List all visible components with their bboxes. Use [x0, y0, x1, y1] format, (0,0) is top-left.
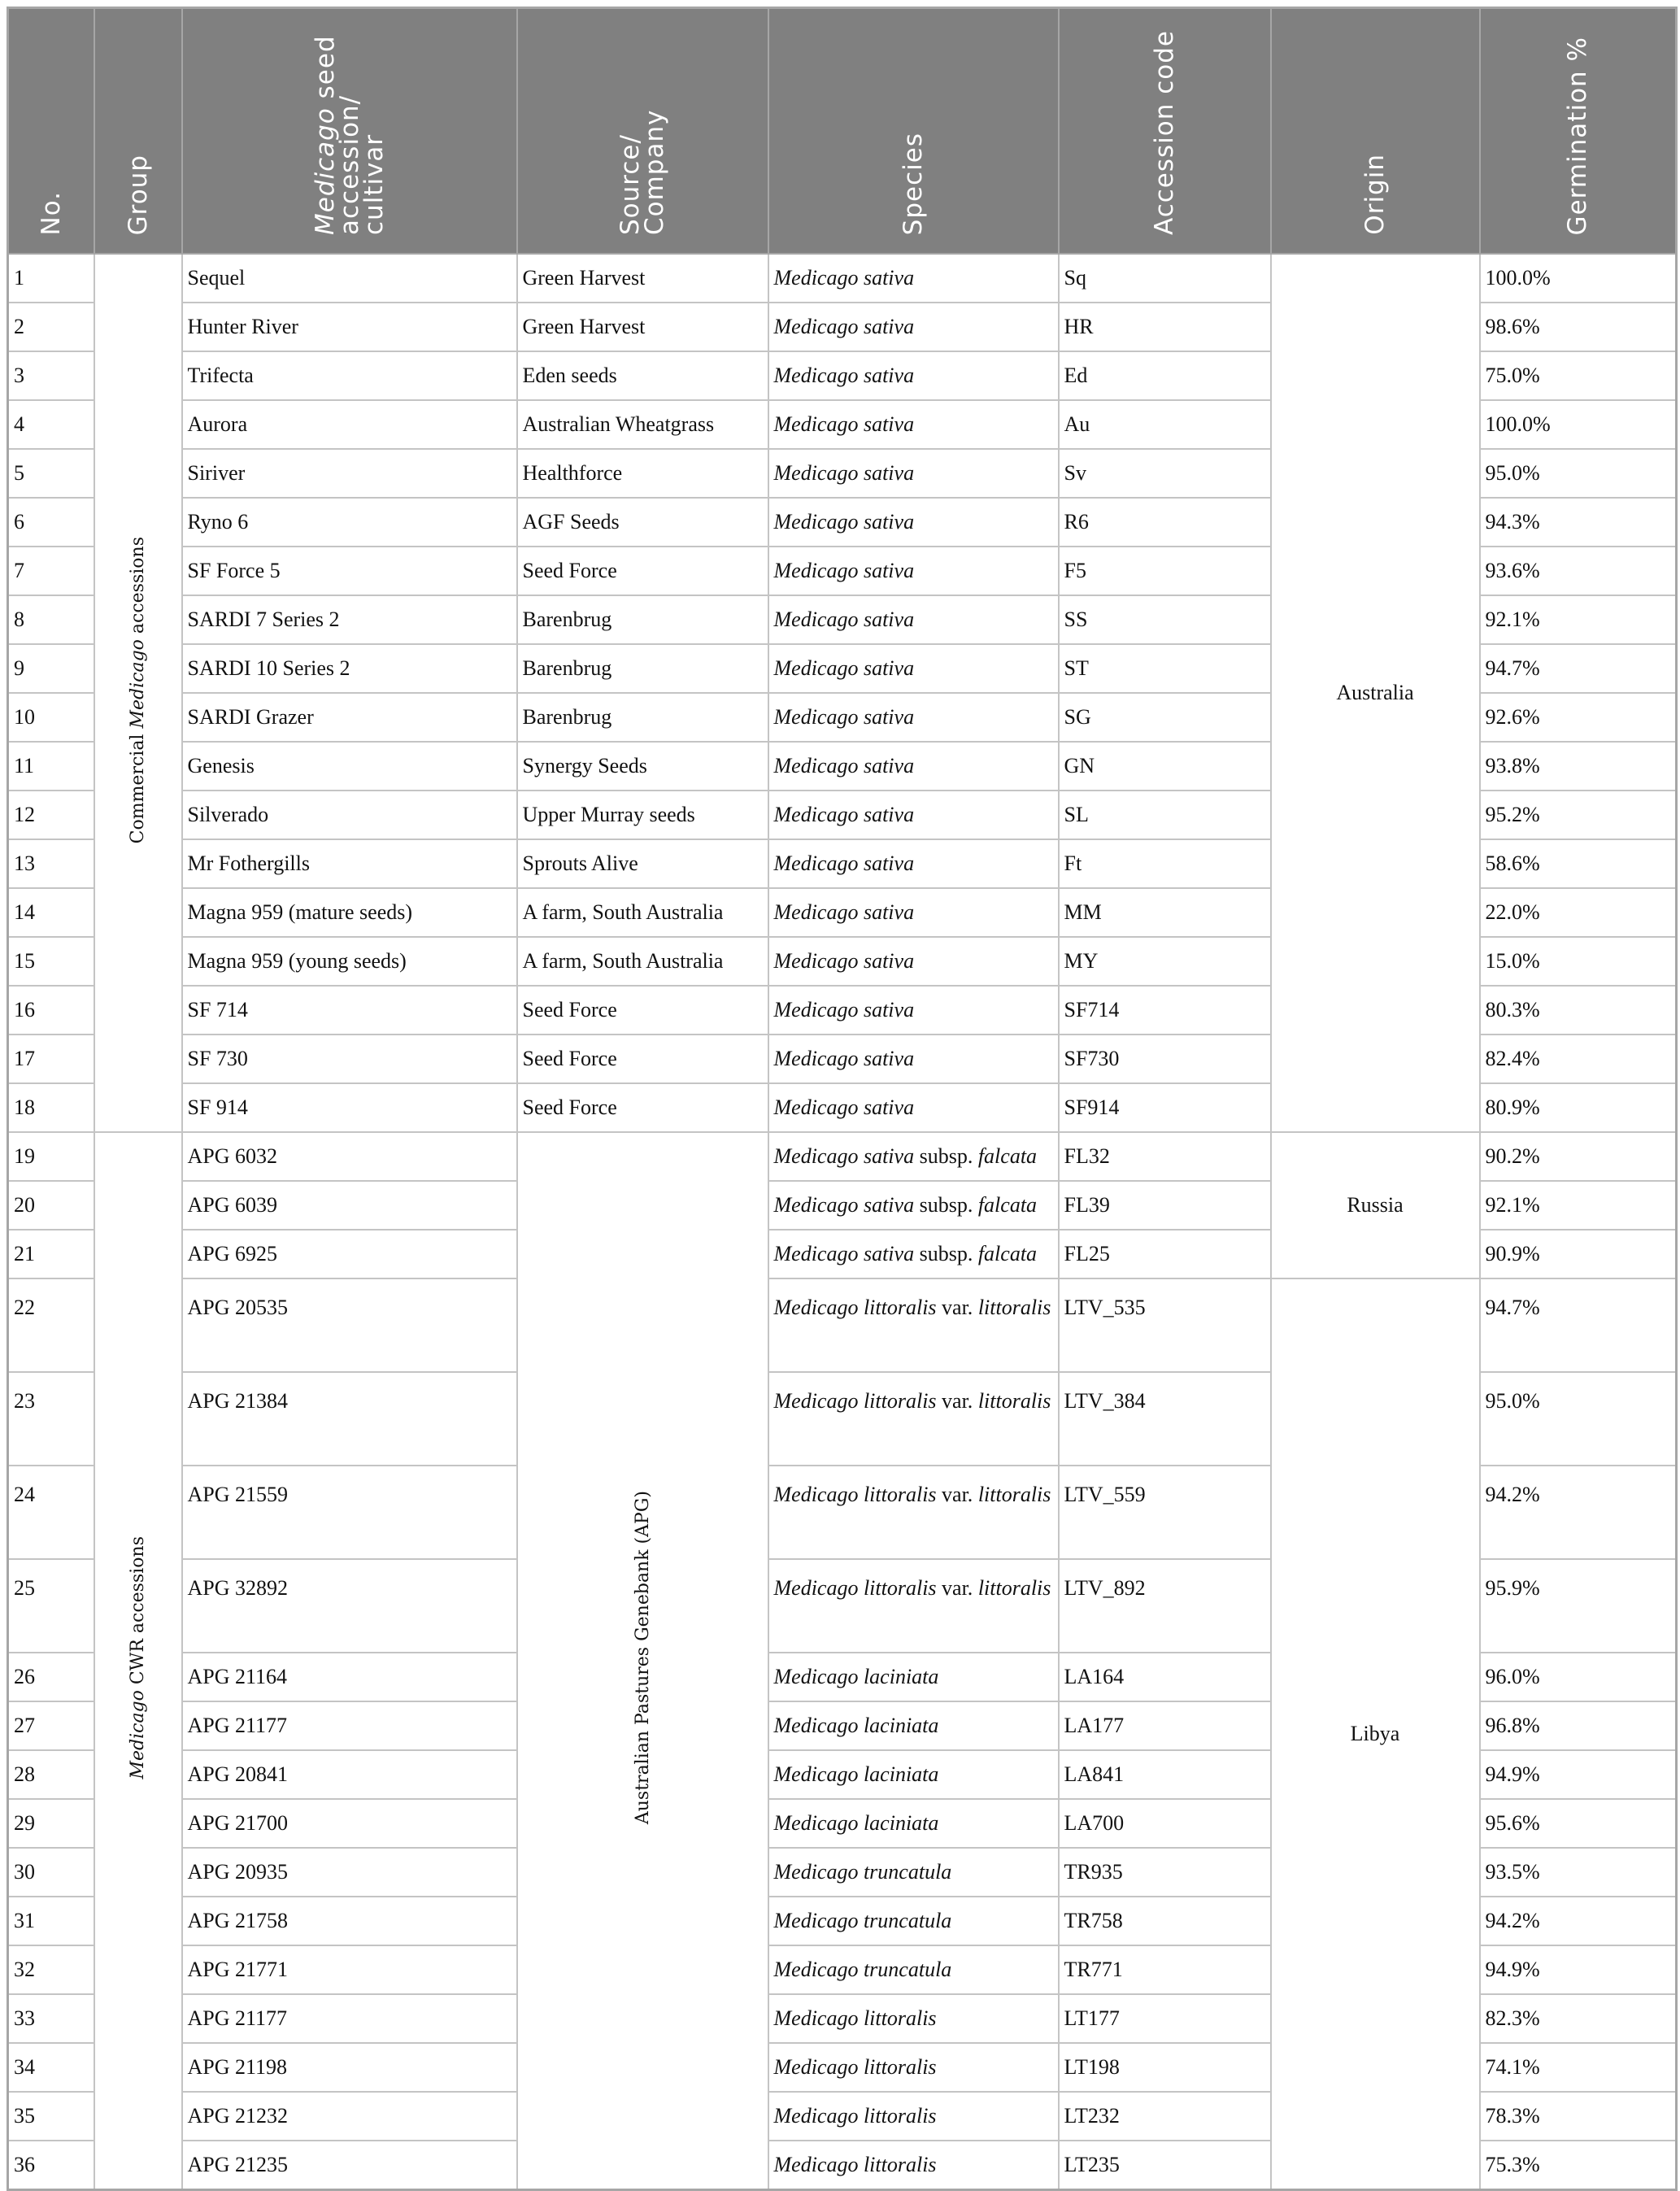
accession-name: APG 21771	[182, 1945, 517, 1994]
accession-code: R6	[1059, 498, 1271, 547]
header-row	[8, 8, 1677, 255]
germination-percent: 92.1%	[1480, 1181, 1677, 1230]
accession-code: LA700	[1059, 1799, 1271, 1848]
accession-code: SF914	[1059, 1083, 1271, 1132]
germination-percent: 94.7%	[1480, 644, 1677, 693]
accession-code: FL25	[1059, 1230, 1271, 1278]
row-number: 12	[8, 791, 94, 839]
header-label	[1360, 154, 1390, 235]
germination-percent: 92.6%	[1480, 693, 1677, 742]
source: Barenbrug	[517, 693, 768, 742]
text-segment: Medicago sativa	[773, 949, 915, 973]
germination-percent: 93.6%	[1480, 547, 1677, 595]
text-segment: Accession code	[1150, 30, 1179, 235]
source: Barenbrug	[517, 595, 768, 644]
accession-name: Siriver	[182, 449, 517, 498]
text-segment: subsp.	[914, 1193, 978, 1217]
germination-percent: 58.6%	[1480, 839, 1677, 888]
text-segment: Medicago sativa	[773, 559, 915, 582]
row-number: 34	[8, 2043, 94, 2092]
species	[768, 1132, 1059, 1181]
accession-code: TR935	[1059, 1848, 1271, 1897]
species	[768, 1750, 1059, 1799]
row-number: 9	[8, 644, 94, 693]
header-label	[36, 190, 66, 235]
accession-name: SARDI 7 Series 2	[182, 595, 517, 644]
accession-name: SF 914	[182, 1083, 517, 1132]
species	[768, 937, 1059, 986]
accession-name: SARDI Grazer	[182, 693, 517, 742]
row-number: 27	[8, 1701, 94, 1750]
text-segment: falcata	[977, 1242, 1038, 1265]
source: Australian Wheatgrass	[517, 400, 768, 449]
germination-percent: 80.3%	[1480, 986, 1677, 1035]
accession-name: APG 21758	[182, 1897, 517, 1945]
accession-code: Ed	[1059, 351, 1271, 400]
species	[768, 1701, 1059, 1750]
source: Green Harvest	[517, 303, 768, 351]
row-number: 30	[8, 1848, 94, 1897]
text-segment: Species	[899, 132, 928, 235]
text-segment: Medicago littoralis	[773, 2006, 937, 2030]
accession-name: APG 21235	[182, 2141, 517, 2190]
accession-name: SF Force 5	[182, 547, 517, 595]
text-segment: CWR accessions	[128, 1536, 148, 1691]
text-segment: Medicago sativa	[773, 754, 915, 778]
species	[768, 498, 1059, 547]
row-number: 14	[8, 888, 94, 937]
text-segment: subsp.	[914, 1144, 978, 1168]
germination-percent: 15.0%	[1480, 937, 1677, 986]
germination-percent: 75.3%	[1480, 2141, 1677, 2190]
accession-code: SS	[1059, 595, 1271, 644]
text-segment: Medicago sativa	[773, 510, 915, 534]
table-row	[8, 1132, 1677, 1181]
group-cwr-label	[128, 1536, 148, 1779]
text-segment: Origin	[1360, 154, 1390, 235]
text-segment: Medicago laciniata	[773, 1762, 939, 1786]
text-segment: Medicago sativa	[773, 1193, 915, 1217]
source: A farm, South Australia	[517, 888, 768, 937]
accession-code: GN	[1059, 742, 1271, 791]
species	[768, 595, 1059, 644]
row-number: 33	[8, 1994, 94, 2043]
text-segment: var.	[936, 1576, 978, 1600]
species	[768, 351, 1059, 400]
germination-table	[7, 7, 1678, 2191]
header-label	[123, 154, 153, 235]
text-segment: var.	[936, 1483, 978, 1506]
text-segment: Medicago truncatula	[773, 1860, 952, 1884]
germination-percent: 92.1%	[1480, 595, 1677, 644]
text-segment: Source/ Company	[616, 109, 669, 235]
accession-name: APG 21232	[182, 2092, 517, 2141]
text-segment: Group	[123, 154, 153, 235]
accession-code: TR758	[1059, 1897, 1271, 1945]
text-segment: Medicago littoralis	[773, 1296, 937, 1319]
text-segment: littoralis	[977, 1296, 1051, 1319]
accession-code: MM	[1059, 888, 1271, 937]
row-number: 6	[8, 498, 94, 547]
text-segment: Medicago sativa	[773, 461, 915, 485]
germination-percent: 100.0%	[1480, 400, 1677, 449]
accession-name: APG 21177	[182, 1994, 517, 2043]
text-segment: Medicago sativa	[773, 1242, 915, 1265]
species	[768, 1230, 1059, 1278]
germination-percent: 94.9%	[1480, 1945, 1677, 1994]
header-group	[94, 8, 182, 255]
text-segment: Medicago sativa	[773, 1047, 915, 1070]
species	[768, 254, 1059, 303]
accession-code: FL32	[1059, 1132, 1271, 1181]
species	[768, 1994, 1059, 2043]
species	[768, 2141, 1059, 2190]
accession-name: APG 21177	[182, 1701, 517, 1750]
accession-code: LT232	[1059, 2092, 1271, 2141]
species	[768, 693, 1059, 742]
text-segment: Medicago sativa	[773, 608, 915, 631]
group-commercial-label	[128, 537, 148, 843]
text-segment: subsp.	[914, 1242, 978, 1265]
species	[768, 449, 1059, 498]
source: Seed Force	[517, 1035, 768, 1083]
accession-name: APG 20535	[182, 1278, 517, 1372]
accession-name: Ryno 6	[182, 498, 517, 547]
germination-percent: 22.0%	[1480, 888, 1677, 937]
group-commercial	[94, 254, 182, 1132]
text-segment: Germination %	[1563, 36, 1593, 235]
row-number: 31	[8, 1897, 94, 1945]
text-segment: Medicago sativa	[773, 1096, 915, 1119]
species	[768, 1897, 1059, 1945]
text-segment: Medicago sativa	[773, 803, 915, 826]
row-number: 25	[8, 1559, 94, 1653]
species	[768, 1945, 1059, 1994]
text-segment: falcata	[977, 1144, 1038, 1168]
accession-code: HR	[1059, 303, 1271, 351]
germination-percent: 94.2%	[1480, 1466, 1677, 1559]
origin-australia: Australia	[1271, 254, 1480, 1132]
accession-name: Sequel	[182, 254, 517, 303]
row-number: 13	[8, 839, 94, 888]
text-segment: Commercial	[128, 728, 148, 844]
source: Upper Murray seeds	[517, 791, 768, 839]
species	[768, 1799, 1059, 1848]
accession-name: APG 21559	[182, 1466, 517, 1559]
accession-name: SARDI 10 Series 2	[182, 644, 517, 693]
species	[768, 839, 1059, 888]
accession-name: Genesis	[182, 742, 517, 791]
germination-percent: 80.9%	[1480, 1083, 1677, 1132]
germination-percent: 94.9%	[1480, 1750, 1677, 1799]
species	[768, 1653, 1059, 1701]
accession-name: APG 6925	[182, 1230, 517, 1278]
text-segment: Medicago laciniata	[773, 1811, 939, 1835]
source: Sprouts Alive	[517, 839, 768, 888]
row-number: 28	[8, 1750, 94, 1799]
germination-percent: 90.2%	[1480, 1132, 1677, 1181]
species	[768, 400, 1059, 449]
row-number: 1	[8, 254, 94, 303]
text-segment: seed accession/ cultivar	[310, 35, 389, 235]
row-number: 20	[8, 1181, 94, 1230]
species	[768, 1035, 1059, 1083]
source: Seed Force	[517, 986, 768, 1035]
text-segment: littoralis	[977, 1483, 1051, 1506]
accession-name: SF 730	[182, 1035, 517, 1083]
row-number: 10	[8, 693, 94, 742]
germination-percent: 93.8%	[1480, 742, 1677, 791]
species	[768, 1278, 1059, 1372]
text-segment: accessions	[128, 536, 148, 639]
accession-name: APG 21164	[182, 1653, 517, 1701]
accession-code: Sq	[1059, 254, 1271, 303]
row-number: 29	[8, 1799, 94, 1848]
row-number: 19	[8, 1132, 94, 1181]
accession-name: Magna 959 (mature seeds)	[182, 888, 517, 937]
germination-percent: 95.6%	[1480, 1799, 1677, 1848]
row-number: 7	[8, 547, 94, 595]
row-number: 32	[8, 1945, 94, 1994]
accession-code: F5	[1059, 547, 1271, 595]
germination-percent: 74.1%	[1480, 2043, 1677, 2092]
text-segment: littoralis	[977, 1389, 1051, 1413]
source: Healthforce	[517, 449, 768, 498]
text-segment: Medicago truncatula	[773, 1909, 952, 1932]
source: AGF Seeds	[517, 498, 768, 547]
header-label	[1563, 36, 1593, 235]
header-no	[8, 8, 94, 255]
species	[768, 2043, 1059, 2092]
row-number: 11	[8, 742, 94, 791]
text-segment: falcata	[977, 1193, 1038, 1217]
accession-name: APG 32892	[182, 1559, 517, 1653]
germination-percent: 95.2%	[1480, 791, 1677, 839]
accession-name: APG 21700	[182, 1799, 517, 1848]
table-row	[8, 1278, 1677, 1372]
species	[768, 888, 1059, 937]
germination-percent: 82.3%	[1480, 1994, 1677, 2043]
header-germination	[1480, 8, 1677, 255]
header-species	[768, 8, 1059, 255]
table-body	[8, 254, 1677, 2190]
germination-percent: 98.6%	[1480, 303, 1677, 351]
header-source	[517, 8, 768, 255]
species	[768, 303, 1059, 351]
text-segment: Medicago	[310, 107, 340, 235]
accession-code: Au	[1059, 400, 1271, 449]
text-segment: Medicago sativa	[773, 266, 915, 290]
text-segment: Medicago sativa	[773, 364, 915, 387]
germination-percent: 95.0%	[1480, 449, 1677, 498]
accession-code: LT235	[1059, 2141, 1271, 2190]
group-cwr	[94, 1132, 182, 2190]
source: A farm, South Australia	[517, 937, 768, 986]
germination-percent: 90.9%	[1480, 1230, 1677, 1278]
row-number: 26	[8, 1653, 94, 1701]
germination-percent: 94.3%	[1480, 498, 1677, 547]
header-label	[1152, 30, 1177, 235]
text-segment: Medicago	[128, 1690, 148, 1779]
row-number: 18	[8, 1083, 94, 1132]
text-segment: Medicago sativa	[773, 1144, 915, 1168]
accession-code: LTV_384	[1059, 1372, 1271, 1466]
row-number: 24	[8, 1466, 94, 1559]
accession-code: LA177	[1059, 1701, 1271, 1750]
species	[768, 1372, 1059, 1466]
source: Synergy Seeds	[517, 742, 768, 791]
species	[768, 547, 1059, 595]
germination-percent: 95.9%	[1480, 1559, 1677, 1653]
accession-name: Hunter River	[182, 303, 517, 351]
header-origin	[1271, 8, 1480, 255]
row-number: 35	[8, 2092, 94, 2141]
germination-percent: 82.4%	[1480, 1035, 1677, 1083]
source: Barenbrug	[517, 644, 768, 693]
species	[768, 742, 1059, 791]
header-accession	[182, 8, 517, 255]
accession-name: Trifecta	[182, 351, 517, 400]
text-segment: Medicago littoralis	[773, 1483, 937, 1506]
row-number: 17	[8, 1035, 94, 1083]
text-segment: Medicago laciniata	[773, 1714, 939, 1737]
header-label	[899, 132, 928, 235]
accession-code: Sv	[1059, 449, 1271, 498]
species	[768, 644, 1059, 693]
row-number: 2	[8, 303, 94, 351]
species	[768, 986, 1059, 1035]
accession-code: LTV_892	[1059, 1559, 1271, 1653]
accession-code: SL	[1059, 791, 1271, 839]
accession-code: MY	[1059, 937, 1271, 986]
text-segment: Medicago sativa	[773, 412, 915, 436]
row-number: 4	[8, 400, 94, 449]
row-number: 21	[8, 1230, 94, 1278]
text-segment: Medicago sativa	[773, 900, 915, 924]
accession-code: FL39	[1059, 1181, 1271, 1230]
species	[768, 1848, 1059, 1897]
germination-percent: 75.0%	[1480, 351, 1677, 400]
accession-name: APG 6039	[182, 1181, 517, 1230]
accession-code: LA841	[1059, 1750, 1271, 1799]
text-segment: Medicago littoralis	[773, 1389, 937, 1413]
accession-code: LT198	[1059, 2043, 1271, 2092]
accession-name: Aurora	[182, 400, 517, 449]
text-segment: Medicago sativa	[773, 998, 915, 1021]
text-segment: Medicago sativa	[773, 315, 915, 338]
row-number: 15	[8, 937, 94, 986]
header-label	[618, 9, 667, 235]
accession-code: SG	[1059, 693, 1271, 742]
accession-name: APG 6032	[182, 1132, 517, 1181]
accession-code: LTV_559	[1059, 1466, 1271, 1559]
accession-name: Magna 959 (young seeds)	[182, 937, 517, 986]
header-code	[1059, 8, 1271, 255]
germination-percent: 96.8%	[1480, 1701, 1677, 1750]
source: Seed Force	[517, 547, 768, 595]
text-segment: var.	[936, 1296, 978, 1319]
accession-name: APG 20935	[182, 1848, 517, 1897]
text-segment: Medicago sativa	[773, 705, 915, 729]
accession-name: APG 21384	[182, 1372, 517, 1466]
accession-name: SF 714	[182, 986, 517, 1035]
row-number: 16	[8, 986, 94, 1035]
row-number: 5	[8, 449, 94, 498]
text-segment: Medicago sativa	[773, 656, 915, 680]
origin-russia: Russia	[1271, 1132, 1480, 1278]
species	[768, 1559, 1059, 1653]
germination-percent: 94.7%	[1480, 1278, 1677, 1372]
row-number: 8	[8, 595, 94, 644]
germination-percent: 100.0%	[1480, 254, 1677, 303]
row-number: 23	[8, 1372, 94, 1466]
accession-name: APG 21198	[182, 2043, 517, 2092]
text-segment: Medicago laciniata	[773, 1665, 939, 1688]
row-number: 22	[8, 1278, 94, 1372]
species	[768, 2092, 1059, 2141]
text-segment: littoralis	[977, 1576, 1051, 1600]
accession-code: LTV_535	[1059, 1278, 1271, 1372]
origin-libya: Libya	[1271, 1278, 1480, 2190]
accession-code: Ft	[1059, 839, 1271, 888]
accession-code: SF714	[1059, 986, 1271, 1035]
source-apg-label: Australian Pastures Genebank (APG)	[632, 1491, 653, 1825]
accession-code: LT177	[1059, 1994, 1271, 2043]
table-row	[8, 254, 1677, 303]
text-segment: Medicago littoralis	[773, 2055, 937, 2079]
row-number: 36	[8, 2141, 94, 2190]
accession-code: TR771	[1059, 1945, 1271, 1994]
accession-name: Mr Fothergills	[182, 839, 517, 888]
germination-percent: 96.0%	[1480, 1653, 1677, 1701]
accession-code: ST	[1059, 644, 1271, 693]
text-segment: var.	[936, 1389, 978, 1413]
source: Eden seeds	[517, 351, 768, 400]
text-segment: Medicago	[128, 638, 148, 729]
germination-percent: 95.0%	[1480, 1372, 1677, 1466]
header-label	[310, 9, 389, 235]
accession-code: SF730	[1059, 1035, 1271, 1083]
text-segment: Medicago littoralis	[773, 2104, 937, 2128]
species	[768, 1083, 1059, 1132]
text-segment: Medicago truncatula	[773, 1958, 952, 1981]
species	[768, 1181, 1059, 1230]
germination-percent: 93.5%	[1480, 1848, 1677, 1897]
text-segment: Medicago littoralis	[773, 2153, 937, 2176]
text-segment: Medicago littoralis	[773, 1576, 937, 1600]
accession-name: Silverado	[182, 791, 517, 839]
source: Green Harvest	[517, 254, 768, 303]
text-segment: No.	[36, 190, 66, 235]
row-number: 3	[8, 351, 94, 400]
species	[768, 1466, 1059, 1559]
text-segment: Medicago sativa	[773, 852, 915, 875]
accession-name: APG 20841	[182, 1750, 517, 1799]
germination-percent: 94.2%	[1480, 1897, 1677, 1945]
source-apg	[517, 1132, 768, 2190]
source: Seed Force	[517, 1083, 768, 1132]
germination-percent: 78.3%	[1480, 2092, 1677, 2141]
accession-code: LA164	[1059, 1653, 1271, 1701]
species	[768, 791, 1059, 839]
